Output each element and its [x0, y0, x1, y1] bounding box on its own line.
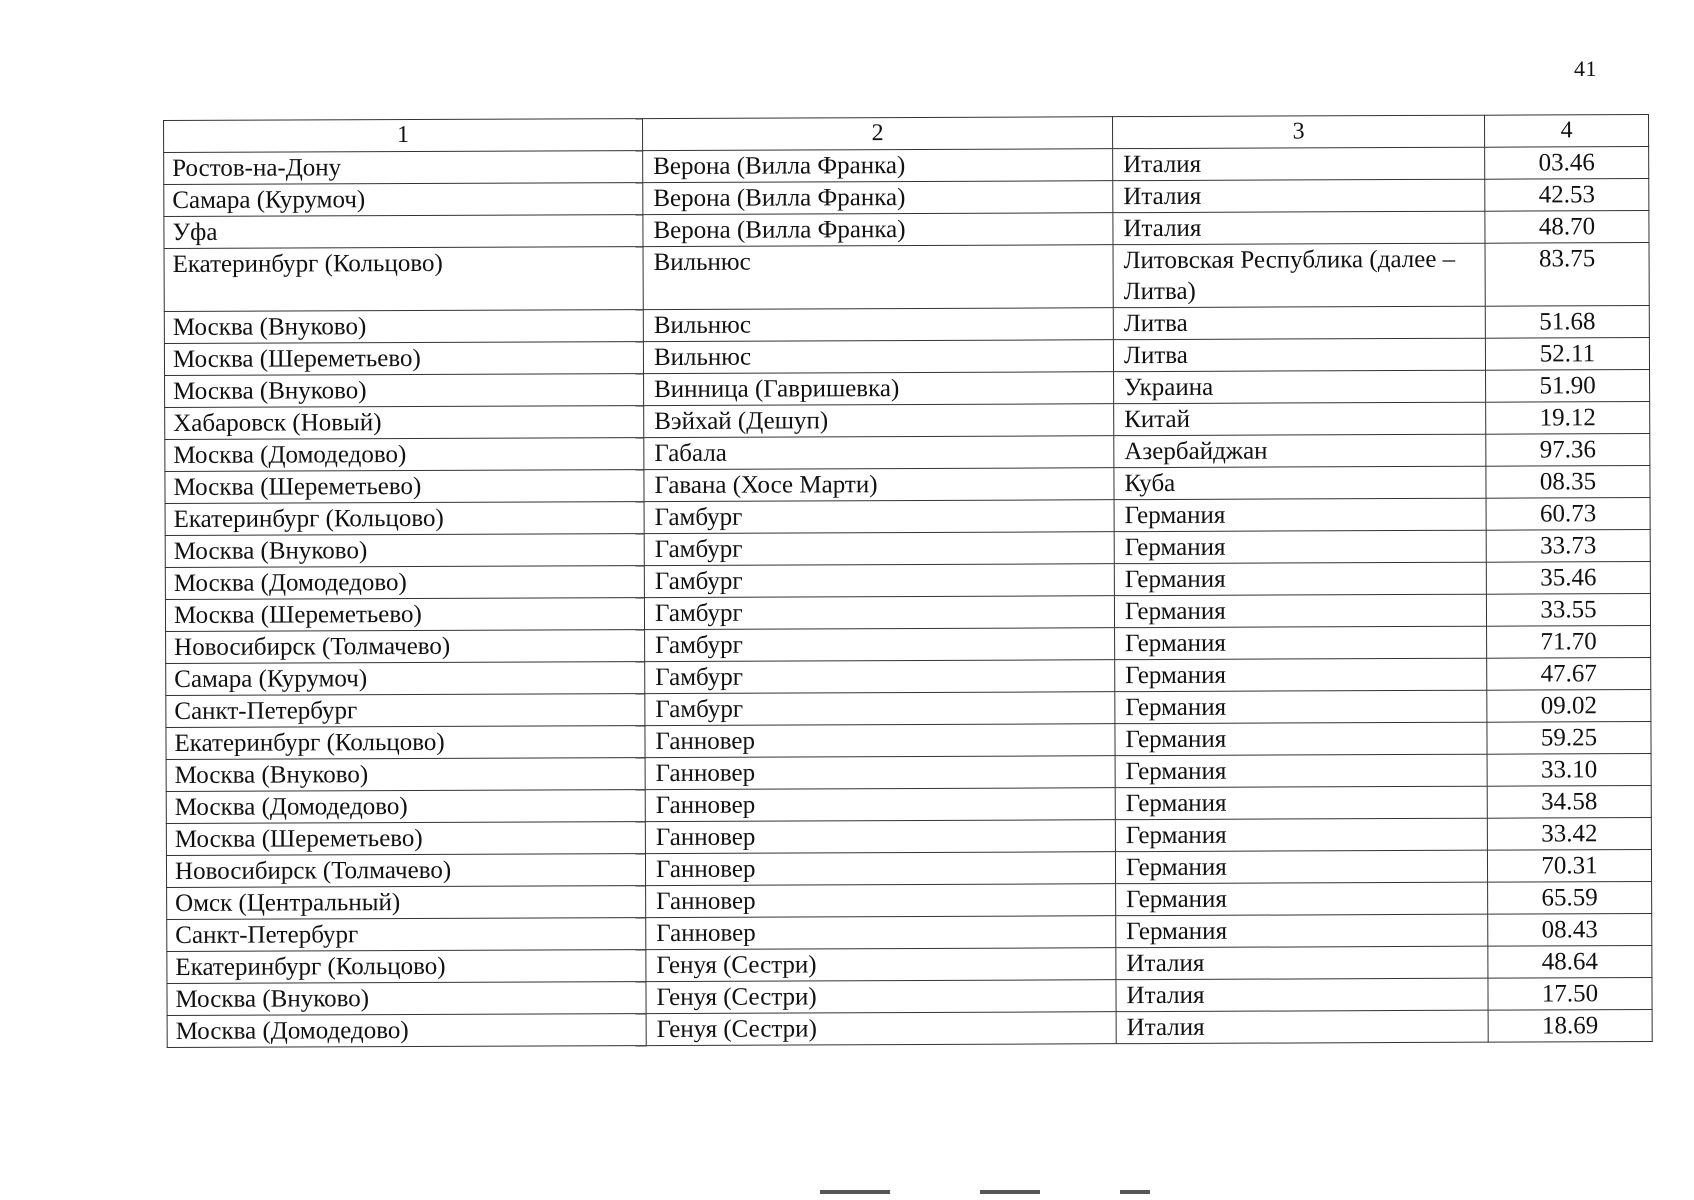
- destination-cell: Гамбург: [645, 628, 1115, 662]
- airport-cell: Новосибирск (Толмачево): [166, 630, 645, 664]
- value-cell: 17.50: [1488, 978, 1652, 1011]
- airport-cell: Ростов-на-Дону: [164, 151, 643, 185]
- destination-cell: Ганновер: [646, 884, 1116, 918]
- destination-cell: Ганновер: [645, 852, 1115, 886]
- value-cell: 71.70: [1487, 626, 1651, 659]
- country-cell: Германия: [1115, 690, 1487, 723]
- airport-cell: Москва (Домодедово): [165, 566, 644, 600]
- value-cell: 70.31: [1487, 850, 1651, 883]
- destination-cell: Вэйхай (Дешуп): [644, 404, 1114, 438]
- value-cell: 51.68: [1485, 306, 1649, 339]
- value-cell: 83.75: [1485, 243, 1649, 307]
- country-cell: Германия: [1115, 722, 1487, 755]
- country-cell: Германия: [1116, 882, 1488, 915]
- value-cell: 97.36: [1486, 434, 1650, 467]
- header-cell-4: 4: [1484, 115, 1648, 148]
- destination-cell: Генуя (Сестри): [646, 948, 1116, 982]
- value-cell: 34.58: [1487, 786, 1651, 819]
- value-cell: 33.10: [1487, 754, 1651, 787]
- airport-cell: Москва (Шереметьево): [164, 342, 643, 376]
- country-cell: Германия: [1114, 562, 1486, 595]
- value-cell: 65.59: [1488, 882, 1652, 915]
- airport-cell: Екатеринбург (Кольцово): [164, 247, 643, 312]
- airport-cell: Санкт-Петербург: [166, 694, 645, 728]
- bottom-stamp-fragment: [820, 1190, 1180, 1200]
- value-cell: 18.69: [1488, 1010, 1652, 1043]
- value-cell: 60.73: [1486, 498, 1650, 531]
- country-cell: Китай: [1114, 402, 1486, 435]
- airport-cell: Москва (Домодедово): [165, 438, 644, 472]
- airport-cell: Москва (Шереметьево): [165, 470, 644, 504]
- airport-cell: Уфа: [164, 215, 643, 249]
- destination-cell: Ганновер: [645, 820, 1115, 854]
- country-cell: Азербайджан: [1114, 434, 1486, 467]
- value-cell: 33.42: [1487, 818, 1651, 851]
- destination-cell: Верона (Вилла Франка): [643, 181, 1113, 215]
- destination-cell: Ганновер: [645, 756, 1115, 790]
- page-number: 41: [1574, 56, 1597, 81]
- table-row: [164, 243, 1649, 312]
- value-cell: 59.25: [1487, 722, 1651, 755]
- country-cell: Куба: [1114, 466, 1486, 499]
- airport-cell: Самара (Курумоч): [166, 662, 645, 696]
- value-cell: 48.64: [1488, 946, 1652, 979]
- destination-cell: Гавана (Хосе Марти): [644, 468, 1114, 502]
- value-cell: 09.02: [1487, 690, 1651, 723]
- airport-cell: Москва (Шереметьево): [166, 822, 645, 856]
- destination-cell: Винница (Гавришевка): [644, 372, 1114, 406]
- country-cell: Германия: [1115, 658, 1487, 691]
- airport-cell: Москва (Внуково): [164, 310, 643, 344]
- airport-cell: Москва (Внуково): [165, 374, 644, 408]
- country-cell: Италия: [1116, 978, 1488, 1011]
- country-cell: Италия: [1113, 147, 1485, 180]
- country-cell: Италия: [1116, 946, 1488, 979]
- airport-cell: Екатеринбург (Кольцово): [165, 502, 644, 536]
- country-cell: Италия: [1116, 1010, 1488, 1043]
- destination-cell: Гамбург: [644, 532, 1114, 566]
- header-cell-2: 2: [642, 117, 1112, 151]
- destination-cell: Генуя (Сестри): [646, 980, 1116, 1014]
- airport-cell: Екатеринбург (Кольцово): [167, 950, 646, 984]
- destination-cell: Гамбург: [645, 660, 1115, 694]
- destination-cell: Ганновер: [645, 724, 1115, 758]
- country-cell: Италия: [1113, 179, 1485, 212]
- destination-cell: Вильнюс: [643, 245, 1113, 310]
- country-cell: Германия: [1115, 754, 1487, 787]
- header-cell-1: 1: [164, 119, 643, 153]
- airport-cell: Екатеринбург (Кольцово): [166, 726, 645, 760]
- country-cell: Литовская Республика (далее – Литва): [1113, 243, 1485, 307]
- airport-cell: Москва (Домодедово): [167, 1014, 646, 1048]
- country-cell: Германия: [1115, 786, 1487, 819]
- value-cell: 42.53: [1485, 179, 1649, 212]
- airport-cell: Москва (Внуково): [167, 982, 646, 1016]
- airport-cell: Санкт-Петербург: [167, 918, 646, 952]
- country-cell: Германия: [1114, 530, 1486, 563]
- country-cell: Литва: [1113, 306, 1485, 339]
- destination-cell: Гамбург: [644, 564, 1114, 598]
- destination-cell: Гамбург: [644, 500, 1114, 534]
- airport-cell: Новосибирск (Толмачево): [166, 854, 645, 888]
- country-cell: Германия: [1115, 818, 1487, 851]
- destination-cell: Гамбург: [645, 692, 1115, 726]
- country-cell: Украина: [1114, 370, 1486, 403]
- destination-cell: Ганновер: [646, 916, 1116, 950]
- airport-cell: Москва (Домодедово): [166, 790, 645, 824]
- value-cell: 33.73: [1486, 530, 1650, 563]
- country-cell: Литва: [1113, 338, 1485, 371]
- airport-cell: Самара (Курумоч): [164, 183, 643, 217]
- airport-cell: Омск (Центральный): [167, 886, 646, 920]
- airport-cell: Москва (Внуково): [165, 534, 644, 568]
- value-cell: 33.55: [1486, 594, 1650, 627]
- value-cell: 35.46: [1486, 562, 1650, 595]
- country-cell: Германия: [1114, 594, 1486, 627]
- value-cell: 19.12: [1486, 402, 1650, 435]
- destination-cell: Габала: [644, 436, 1114, 470]
- value-cell: 52.11: [1485, 338, 1649, 371]
- destination-cell: Гамбург: [644, 596, 1114, 630]
- destination-cell: Вильнюс: [643, 308, 1113, 342]
- value-cell: 08.43: [1488, 914, 1652, 947]
- value-cell: 08.35: [1486, 466, 1650, 499]
- value-cell: 48.70: [1485, 211, 1649, 244]
- country-cell: Германия: [1115, 626, 1487, 659]
- country-cell: Италия: [1113, 211, 1485, 244]
- value-cell: 03.46: [1485, 147, 1649, 180]
- value-cell: 51.90: [1486, 370, 1650, 403]
- header-cell-3: 3: [1112, 115, 1484, 148]
- data-table: [163, 114, 1653, 1048]
- country-cell: Германия: [1114, 498, 1486, 531]
- airport-cell: Москва (Внуково): [166, 758, 645, 792]
- country-cell: Германия: [1116, 914, 1488, 947]
- table-row: [167, 1010, 1652, 1048]
- airport-cell: Москва (Шереметьево): [165, 598, 644, 632]
- airport-cell: Хабаровск (Новый): [165, 406, 644, 440]
- destination-cell: Вильнюс: [643, 340, 1113, 374]
- value-cell: 47.67: [1487, 658, 1651, 691]
- destination-cell: Ганновер: [645, 788, 1115, 822]
- destination-cell: Верона (Вилла Франка): [643, 149, 1113, 183]
- destination-cell: Верона (Вилла Франка): [643, 213, 1113, 247]
- country-cell: Германия: [1115, 850, 1487, 883]
- destination-cell: Генуя (Сестри): [646, 1012, 1116, 1046]
